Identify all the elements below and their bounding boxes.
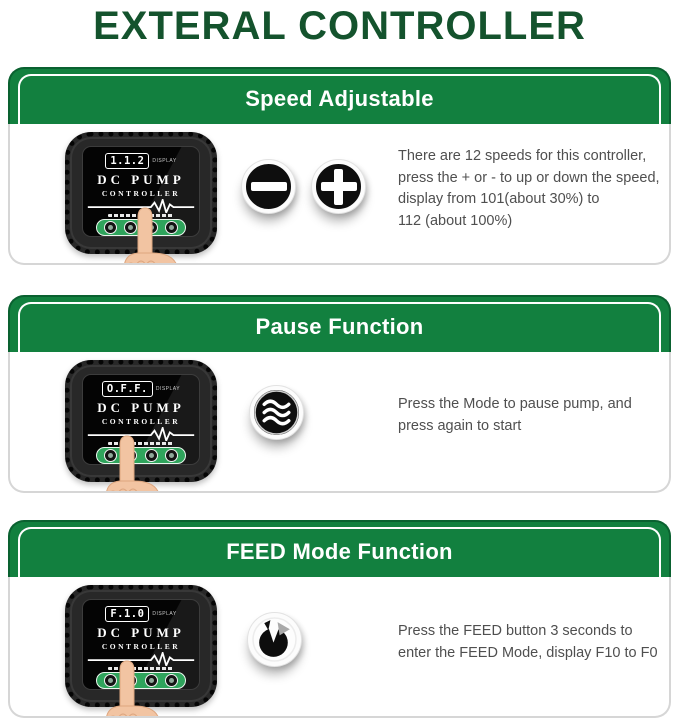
section-title: Speed Adjustable (245, 85, 434, 111)
device-brand-line2: CONTROLLER (101, 417, 181, 426)
device-brand-line2: CONTROLLER (101, 642, 181, 651)
waves-mode-button (250, 386, 303, 439)
section-body (8, 577, 671, 718)
minus-button (242, 160, 295, 213)
description-line: display from 101(about 30%) to (398, 191, 600, 207)
dc-pump-controller-device (65, 360, 217, 482)
description-line: press again to start (398, 417, 522, 434)
section-description (398, 621, 658, 664)
device-button (165, 674, 178, 687)
finger-pointer-icon (116, 207, 180, 265)
device-brand-line1: DC PUMP (97, 625, 185, 640)
page-title: EXTERAL CONTROLLER (93, 4, 586, 48)
section-speed-adjustable (8, 67, 671, 265)
dc-pump-controller-device (65, 132, 217, 254)
device-button (165, 449, 178, 462)
description-line: press the + or - to up or down the speed, (398, 169, 660, 186)
section-header (8, 295, 671, 352)
device-display-value: O.F.F. (102, 381, 153, 397)
minus-icon (251, 182, 287, 191)
section-pause-function (8, 295, 671, 493)
section-feed-mode-function (8, 520, 671, 718)
section-description (398, 394, 632, 437)
device-button (104, 221, 117, 234)
section-title: FEED Mode Function (226, 538, 453, 564)
device-display-label: DISPLAY (152, 611, 177, 617)
finger-pointer-icon (98, 435, 162, 493)
device-brand-line1: DC PUMP (97, 400, 185, 415)
section-header (8, 67, 671, 124)
device-display-value: 1.1.2 (105, 153, 149, 169)
feed-button (248, 613, 301, 666)
dc-pump-controller-device (65, 585, 217, 707)
section-body (8, 124, 671, 265)
finger-pointer-icon (98, 660, 162, 718)
section-header (8, 520, 671, 577)
device-brand-line1: DC PUMP (97, 172, 185, 187)
waves-icon (254, 390, 299, 435)
section-description (398, 146, 660, 232)
description-line: Press the FEED button 3 seconds to (398, 623, 633, 639)
device-display-label: DISPLAY (152, 158, 177, 164)
section-body (8, 352, 671, 493)
device-display-value: F.1.0 (105, 606, 149, 622)
description-line: There are 12 speeds for this controller, (398, 148, 647, 164)
feed-icon (252, 617, 297, 662)
device-display-label: DISPLAY (155, 386, 181, 392)
plus-button (312, 160, 365, 213)
section-title: Pause Function (255, 313, 424, 339)
plus-icon (321, 169, 357, 205)
device-brand-line2: CONTROLLER (101, 189, 181, 198)
description-line: Press the Mode to pause pump, and (398, 396, 632, 412)
description-line: enter the FEED Mode, display F10 to F0 (398, 644, 658, 661)
description-line: 112 (about 100%) (398, 212, 513, 229)
